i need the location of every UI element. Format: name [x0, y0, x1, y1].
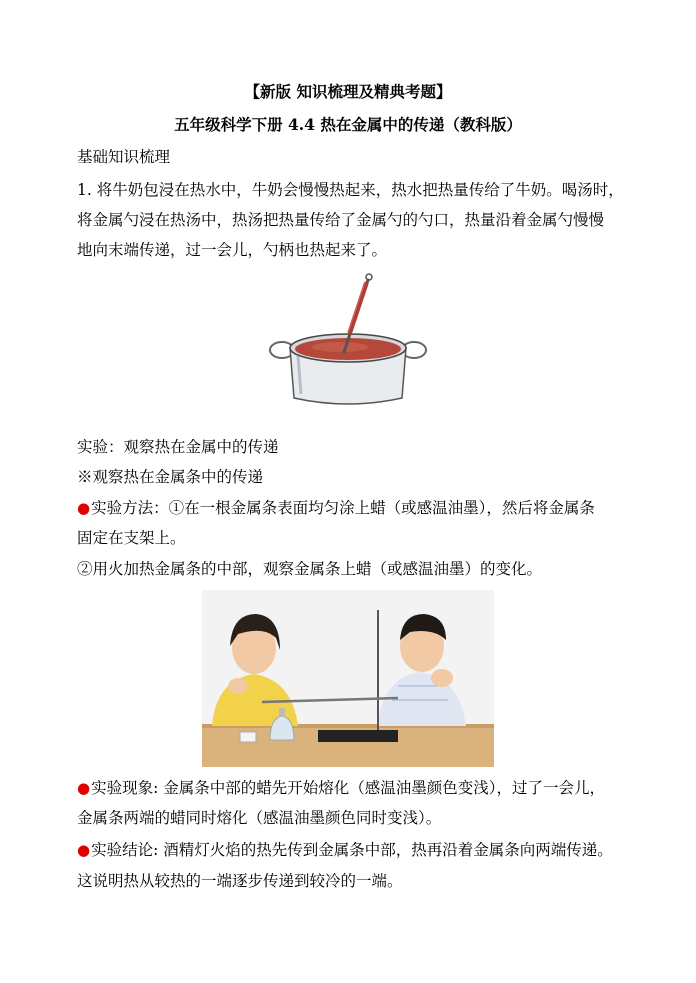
method-line3: ②用火加热金属条的中部，观察金属条上蜡（或感温油墨）的变化。: [77, 560, 543, 578]
method-line2: 固定在支架上。: [77, 529, 186, 547]
conclusion-text-1: : 酒精灯火焰的热先传到金属条中部，热再沿着金属条向两端传递。: [153, 841, 613, 859]
experiment-title: 实验：观察热在金属中的传递: [77, 438, 279, 456]
soup-highlight: [312, 342, 368, 352]
pot-spoon-illustration: [268, 270, 428, 410]
phenomenon-line1: [77, 778, 622, 798]
doc-title: 【新版 知识梳理及精典考题】: [244, 82, 452, 101]
matchbox: [240, 732, 256, 742]
bullet-icon: ●: [77, 841, 91, 859]
method-line1: [77, 498, 622, 518]
bullet-icon: ●: [77, 779, 91, 797]
boy-hand: [431, 669, 453, 687]
method-label: 实验方法：: [91, 499, 169, 517]
conclusion-label: 实验结论: [91, 841, 154, 859]
conclusion-line1: [77, 840, 622, 860]
experiment-subtitle: ※观察热在金属条中的传递: [77, 468, 264, 486]
spoon-handle-heated: [350, 284, 366, 332]
para1-line2: 将金属勺浸在热汤中，热汤把热量传给了金属勺的勺口，热量沿着金属勺慢慢: [77, 211, 605, 229]
experiment-photo: [202, 590, 494, 767]
lamp-wick-holder: [279, 708, 285, 717]
doc-subtitle: 五年级科学下册 4.4 热在金属中的传递（教科版）: [174, 115, 522, 134]
bullet-icon: ●: [77, 499, 91, 517]
phenomenon-line2: 金属条两端的蜡同时熔化（感温油墨颜色同时变浅）。: [77, 809, 442, 827]
stand-base: [318, 730, 398, 742]
phenomenon-label: 实验现象: [91, 779, 154, 797]
conclusion-line2: 这说明热从较热的一端逐步传递到较冷的一端。: [77, 872, 403, 890]
section-heading: 基础知识梳理: [77, 148, 171, 166]
girl-hand: [228, 678, 248, 694]
phenomenon-text-1: : 金属条中部的蜡先开始熔化（感温油墨颜色变浅），过了一会儿，: [153, 779, 606, 797]
para1-line3: 地向末端传递，过一会儿，勺柄也热起来了。: [77, 241, 388, 259]
method-text-1: ①在一根金属条表面均匀涂上蜡（或感温油墨），然后将金属条: [168, 499, 595, 517]
para1-line1: 1. 将牛奶包浸在热水中，牛奶会慢慢热起来，热水把热量传给了牛奶。喝汤时，: [77, 181, 624, 199]
